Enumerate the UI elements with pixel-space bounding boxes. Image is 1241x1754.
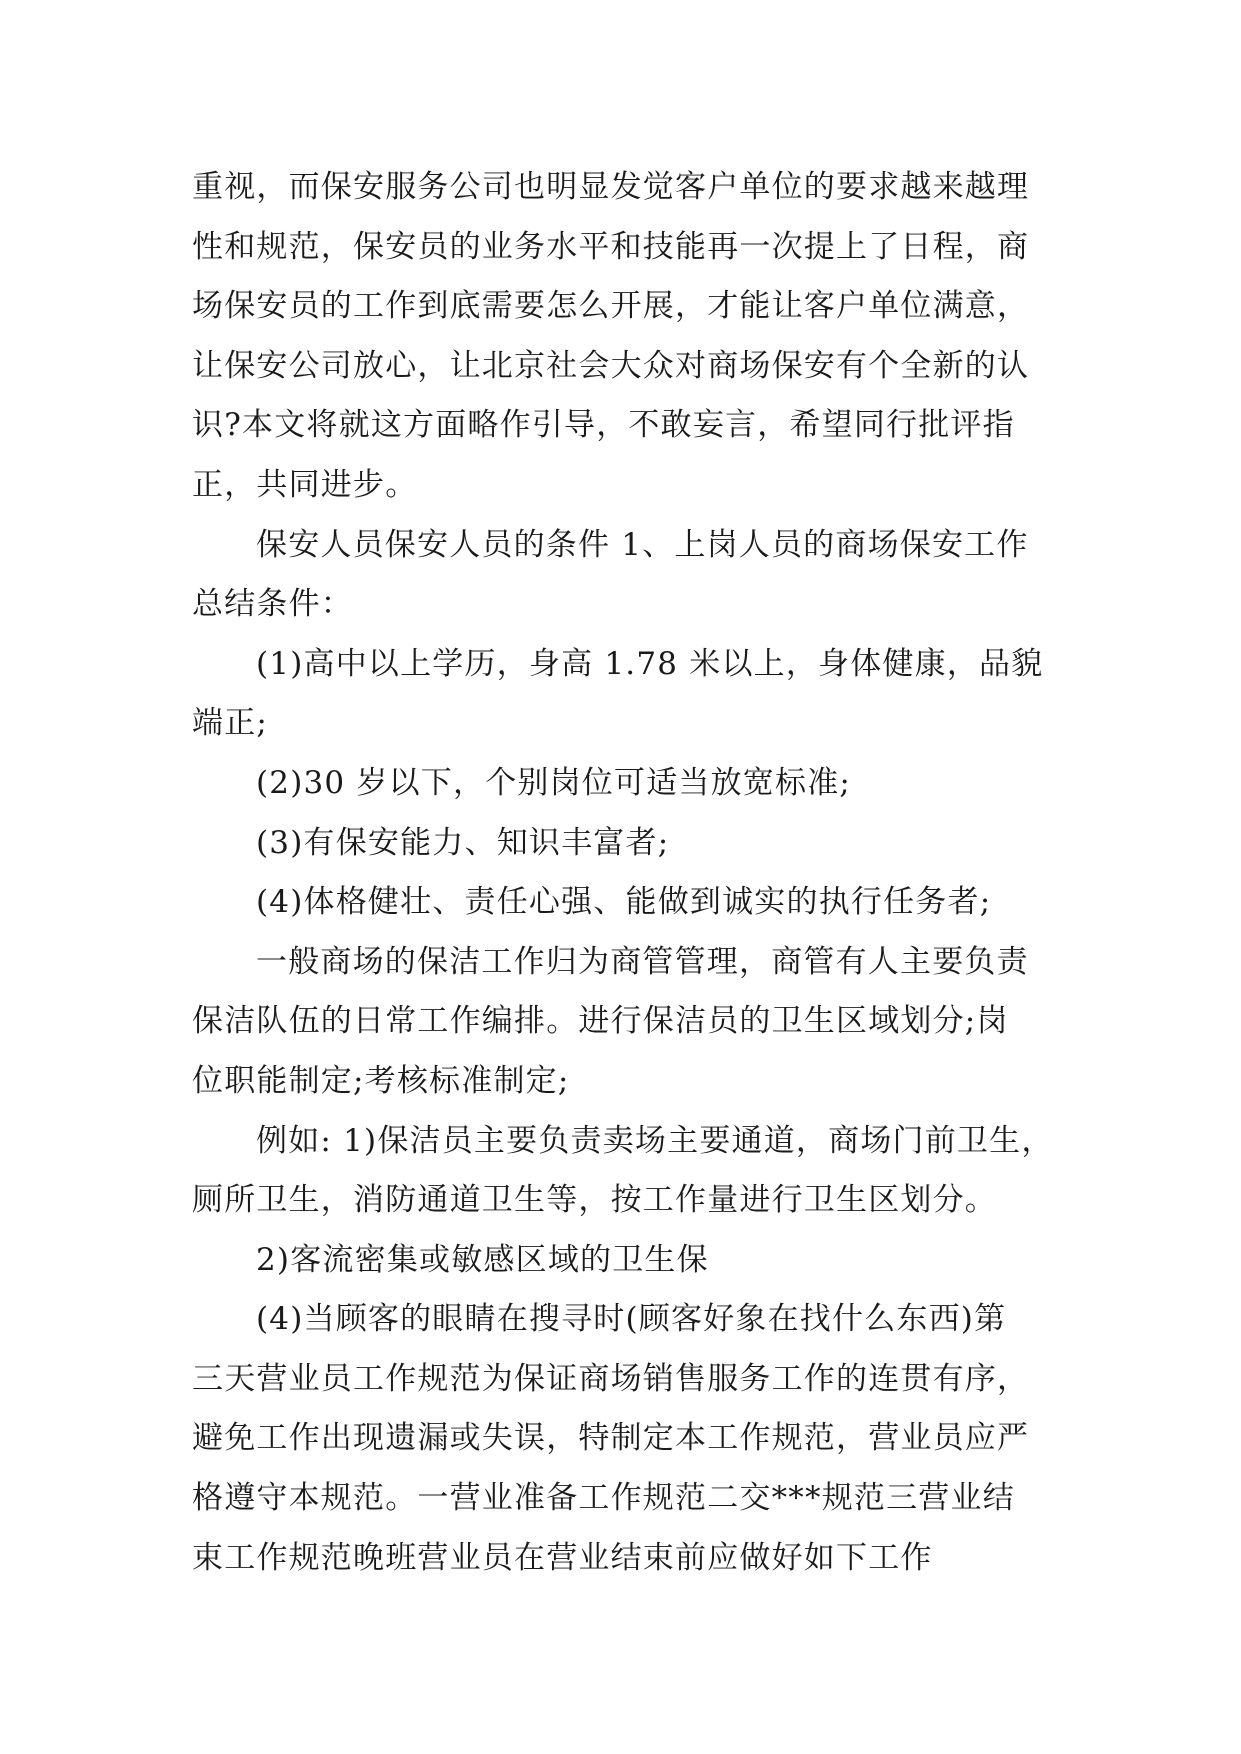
text-line: 让保安公司放心，让北京社会大众对商场保安有个全新的认 bbox=[192, 347, 1030, 384]
text-line: 端正; bbox=[192, 705, 269, 742]
text-line: 2)客流密集或敏感区域的卫生保 bbox=[256, 1241, 709, 1278]
text-line: 场保安员的工作到底需要怎么开展，才能让客户单位满意， bbox=[192, 288, 1030, 325]
text-line: 例如: 1)保洁员主要负责卖场主要通道，商场门前卫生， bbox=[256, 1122, 1054, 1159]
text-line: 一般商场的保洁工作归为商管管理，商管有人主要负责 bbox=[256, 943, 1029, 980]
text-line: 保安人员保安人员的条件 1、上岗人员的商场保安工作 bbox=[256, 526, 1029, 563]
text-line: (4)当顾客的眼睛在搜寻时(顾客好象在找什么东西)第 bbox=[256, 1301, 1007, 1338]
body-text bbox=[192, 158, 1054, 1588]
text-line: 三天营业员工作规范为保证商场销售服务工作的连贯有序， bbox=[192, 1360, 1030, 1397]
text-line: 格遵守本规范。一营业准备工作规范二交***规范三营业结 bbox=[192, 1480, 1015, 1517]
text-line: 重视，而保安服务公司也明显发觉客户单位的要求越来越理 bbox=[192, 169, 1030, 205]
text-line: 性和规范，保安员的业务水平和技能再一次提上了日程，商 bbox=[192, 228, 1030, 265]
text-line: 避免工作出现遗漏或失误，特制定本工作规范，营业员应严 bbox=[192, 1420, 1030, 1457]
text-line: 束工作规范晚班营业员在营业结束前应做好如下工作 bbox=[192, 1539, 933, 1576]
text-line: 厕所卫生，消防通道卫生等，按工作量进行卫生区划分。 bbox=[192, 1182, 997, 1219]
text-line: (1)高中以上学历，身高 1.78 米以上，身体健康，品貌 bbox=[256, 645, 1044, 682]
text-line: (2)30 岁以下，个别岗位可适当放宽标准; bbox=[256, 764, 852, 801]
text-line: (4)体格健壮、责任心强、能做到诚实的执行任务者; bbox=[256, 884, 992, 921]
text-line: 识?本文将就这方面略作引导，不敢妄言，希望同行批评指 bbox=[192, 407, 1015, 444]
text-line: 正，共同进步。 bbox=[192, 466, 418, 503]
text-line: 保洁队伍的日常工作编排。进行保洁员的卫生区域划分;岗 bbox=[192, 1003, 1009, 1040]
text-line: (3)有保安能力、知识丰富者; bbox=[256, 824, 670, 861]
text-line: 总结条件： bbox=[192, 586, 353, 623]
text-line: 位职能制定;考核标准制定; bbox=[192, 1062, 570, 1099]
